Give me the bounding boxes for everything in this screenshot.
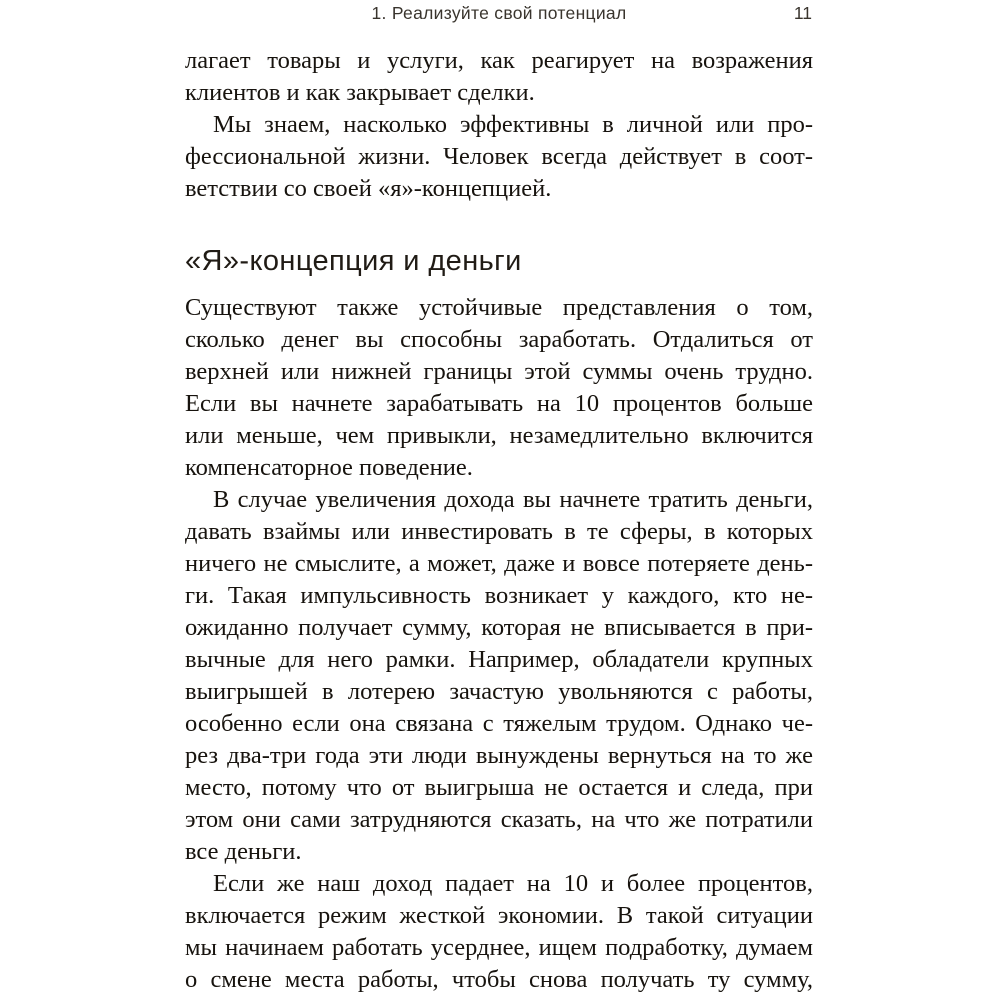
page-number: 11 [793, 3, 812, 23]
paragraph [185, 45, 813, 109]
text-line: или меньше, чем привыкли, незамедлительно включится [185, 422, 813, 449]
text-line: все деньги. [185, 838, 302, 865]
text-line: ничего не смыслите, а может, даже и вовсе потеряете день- [185, 550, 813, 577]
text-line: о смене места работы, чтобы снова получать ту сумму, [185, 966, 813, 993]
text-line: сколько денег вы способны заработать. Отдалиться от [185, 326, 813, 353]
running-header-chapter: 1. Реализуйте свой потенциал [371, 3, 627, 23]
text-line: В случае увеличения дохода вы начнете тратить деньги, [213, 486, 813, 513]
text-line: особенно если она связана с тяжелым трудом. Однако че- [185, 710, 813, 737]
body-text [185, 45, 813, 996]
text-line: ги. Такая импульсивность возникает у каждого, кто не- [185, 582, 813, 609]
text-line: вычные для него рамки. Например, обладатели крупных [185, 646, 813, 673]
section-heading: «Я»-концепция и деньги [185, 245, 522, 277]
paragraph [185, 109, 813, 205]
text-line: этом они сами затрудняются сказать, на что же потратили [185, 806, 813, 833]
text-line: включается режим жесткой экономии. В такой ситуации [185, 902, 813, 929]
text-line: место, потому что от выигрыша не остается и следа, при [185, 774, 813, 801]
text-line: Если вы начнете зарабатывать на 10 процентов больше [185, 390, 813, 417]
text-line: Мы знаем, насколько эффективны в личной или про- [213, 111, 813, 138]
text-line: лагает товары и услуги, как реагирует на возражения [185, 47, 813, 74]
text-line: ожиданно получает сумму, которая не вписывается в при- [185, 614, 813, 641]
intro-paragraphs [185, 45, 813, 205]
text-line: Если же наш доход падает на 10 и более процентов, [213, 870, 813, 897]
section-paragraphs [185, 292, 813, 996]
text-line: Существуют также устойчивые представления о том, [185, 294, 813, 321]
paragraph [185, 868, 813, 996]
text-line: клиентов и как закрывает сделки. [185, 79, 535, 106]
text-line: компенсаторное поведение. [185, 454, 473, 481]
text-line: ветствии со своей «я»-концепцией. [185, 175, 552, 202]
text-line: давать взаймы или инвестировать в те сферы, в которых [185, 518, 813, 545]
text-line: рез два-три года эти люди вынуждены вернуться на то же [185, 742, 813, 769]
text-line: верхней или нижней границы этой суммы очень трудно. [185, 358, 813, 385]
text-line: выигрышей в лотерею зачастую увольняются с работы, [185, 678, 813, 705]
text-line: фессиональной жизни. Человек всегда действует в соот- [185, 143, 813, 170]
text-line: мы начинаем работать усерднее, ищем подработку, думаем [185, 934, 813, 961]
paragraph [185, 484, 813, 868]
paragraph [185, 292, 813, 484]
